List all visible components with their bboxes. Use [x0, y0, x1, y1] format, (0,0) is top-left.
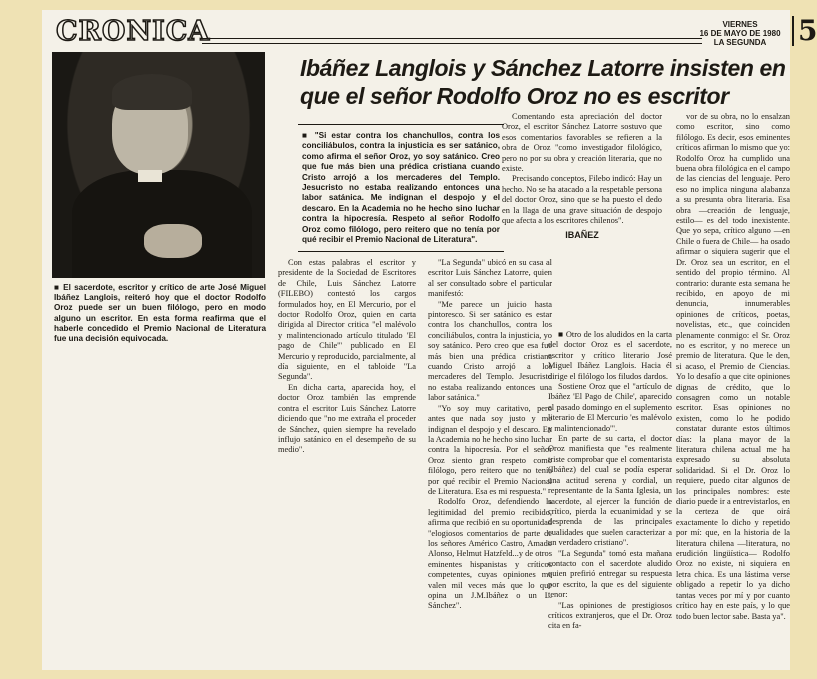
article-column-3: [502, 112, 662, 244]
issue-date: [690, 20, 790, 47]
paragraph: En dicha carta, aparecida hoy, el doctor Oroz también las emprende contra el escritor Luis Sánchez Latorre diciendo que "no me extraña el proceder de Sánchez, quien siempre ha revelado influjo satánico en el desempeño de su medio".: [278, 382, 416, 455]
photo-caption: ■ El sacerdote, escritor y crítico de arte José Miguel Ibáñez Langlois, reiteró hoy que el doctor Rodolfo Oroz puede ser un buen filólogo, pero en modo alguno un escritor. En esta forma reafirma que el haberle concedido el Premio Nacional de Literatura fue una decisión equivocada.: [54, 283, 266, 344]
paragraph: "Las opiniones de prestigiosos críticos extranjeros, que el Dr. Oroz cita en fa-: [548, 600, 672, 631]
paragraph: Precisando conceptos, Filebo indicó: Hay un hecho. No se ha atacado a la respetable persona del doctor Oroz, sino que se ha puesto el dedo en la llaga de una grave situación de despojo que afecta a los escritores chilenos".: [502, 174, 662, 226]
paragraph: ■ Otro de los aludidos en la carta del doctor Oroz es el sacerdote, escritor y crítico literario José Miguel Ibáñez Langlois. Hacia él dirige el filólogo los filudos dardos.: [548, 330, 672, 381]
paragraph: Con estas palabras el escritor y presidente de la Sociedad de Escritores de Chile, Luis Sánchez Latorre (FILEBO) contestó los cargos formulados hoy, en El Mercurio, por el doctor Rodolfo Oroz, quien en carta dirigida al Director critica "el malévolo y malintencionado artículo titulado 'El pago de Chile'" publicado en El Mercurio y reproducido, parcialmente, al día siguiente, en el tabloide "La Segunda".: [278, 258, 416, 382]
article-lead: ■ "Si estar contra los chanchullos, contra los conciliábulos, contra la injusticia es ser satánico, como afirma el señor Oroz, yo soy satánico. Creo que fue más bien una prédica cristiana cuando Cristo arrojó a los mercaderes del Templo. Jesucristo no estaba realizando entonces una labor satánica. Me indignan el despojo y el descaro. En la Academia no he hecho sino luchar contra la hipocresía. Respeto al señor Rodolfo Oroz como filólogo, pero reitero que no tenía por qué recibir el Premio Nacional de Literatura".: [298, 124, 504, 252]
article-headline: Ibáñez Langlois y Sánchez Latorre insisten en que el señor Rodolfo Oroz no es escritor: [300, 55, 786, 109]
masthead: [50, 14, 817, 48]
priest-photo: [52, 52, 265, 278]
paragraph: En parte de su carta, el doctor Oroz manifiesta que "es realmente triste comprobar que el comentarista (Ibáñez) del cual se podía esperar una actitud serena y cordial, un representante de la Santa Iglesia, un sacerdote, al ejercer la función de crítico, pierda la ecuanimidad y se desprenda de las principales cualidades que suelen caracterizar a un verdadero cristiano".: [548, 434, 672, 548]
paragraph: "La Segunda" ubicó en su casa al escritor Luis Sánchez Latorre, quien al ser consultado sobre el particular manifestó:: [428, 258, 552, 299]
article-column-4: [676, 112, 790, 622]
paragraph: Rodolfo Oroz, defendiendo la legitimidad del premio recibido, afirma que recibió en su oportunidad "elogiosos comentarios de parte de los señores Américo Castro, Amado Alonso, Helmut Hatzfeld...y de otros eminentes hispanistas y críticos competentes, cuyas opiniones me valen mil veces más que lo que opina un J.M.Ibáñez o un L. Sánchez".: [428, 497, 552, 611]
paragraph: Sostiene Oroz que el "artículo de Ibáñez 'El Pago de Chile', aparecido el pasado domingo en el suplemento literario de El Mercurio 'es malévolo y malintencionado'".: [548, 382, 672, 433]
page-number: 5: [798, 14, 817, 47]
article-column-1: [278, 258, 416, 456]
paragraph: Comentando esta apreciación del doctor Oroz, el escritor Sánchez Latorre sostuvo que esos comentarios favorables se refieren a la obra de Oroz "como investigador filológico, pero no por su obra y creación literaria, que no existe.: [502, 112, 662, 174]
subheading: IBAÑEZ: [565, 230, 599, 241]
newspaper-name: LA SEGUNDA: [713, 38, 767, 47]
article-column-2: [428, 258, 552, 612]
masthead-divider: [792, 16, 794, 46]
section-title: CRONICA: [56, 16, 211, 47]
photo-collar: [138, 170, 162, 182]
paragraph: "Yo soy muy caritativo, pero antes que nada soy justo y me indignan el despojo y el descaro. En la Academia no he hecho sino luchar contra la hipocresía. Por el señor Oroz siento gran respeto como filólogo, pero reitero que no tenía por qué recibir el Premio Nacional de Literatura. Esa es mi respuesta.": [428, 403, 552, 496]
photo-hair: [112, 74, 192, 110]
paragraph: vor de su obra, no lo ensalzan como escritor, sino como filólogo. Es decir, esos eminentes críticos afirman lo mismo que yo: Rodolfo Oroz ha cumplido una buena obra filológica en el campo de las ciencias del lenguaje. Pero eso no implica ninguna alabanza a su presunta obra literaria. Esa obra —creación de lenguaje, estilo— es del todo inexistente. Que yo sepa, crítico alguno —en Chile o fuera de Chile— ha osado afirmar o siquiera sugerir que el Dr. Oroz sea un escritor, en el sentido del propio término. Al contrario: durante esta semana he recibido, en apoyo de mi denuncia, innumerables opiniones de críticos, poetas, novelistas, etc., que coinciden plenamente conmigo: el Sr. Oroz no es escritor, y no merece un premio de literatura. Que le den, si acaso, el Premio de Ciencias. Yo lo desafío a que cite opiniones dignas de crédito, que lo consagren como un notable escritor. Esas opiniones no existen, como lo he podido constatar durante estos últimos días: la plana mayor de la literatura chilena actual me ha expresado su absoluta solidaridad. Si el Dr. Oroz lo requiere, puedo citar algunos de los principales nombres: este diario puede ir a entrevistarlos, en la certeza de que oirá exactamente lo dicho y repetido por mí: que, en la historia de la literatura chilena —literatura, no erudición lingüística— Rodolfo Oroz no existe, ni siquiera en letra chica. Es una lástima verse obligado a repetir lo ya dicho tantas veces por mí y por cuanto crítico hay en este país, y lo que todo buen lector sabe. Basta ya".: [676, 112, 790, 621]
article-column-3-continued: [548, 330, 672, 632]
masthead-rule: [202, 38, 702, 44]
paragraph: "Me parece un juicio hasta pintoresco. Si ser satánico es estar contra los chanchullos, contra los conciliábulos, contra la injusticia, yo soy satánico. Pero creo que esa fue más bien una prédica cristiana cuando Cristo arrojó a los mercaderes del Templo. Jesucristo no estaba realizando entonces una labor satánica.": [428, 299, 552, 403]
issue-day: VIERNES: [722, 20, 758, 29]
photo-hand: [144, 224, 202, 258]
paragraph: "La Segunda" tomó esta mañana contacto con el sacerdote aludido quien prefirió entregar su respuesta por escrito, la que es del siguiente tenor:: [548, 548, 672, 600]
issue-full-date: 16 DE MAYO DE 1980: [699, 29, 781, 38]
